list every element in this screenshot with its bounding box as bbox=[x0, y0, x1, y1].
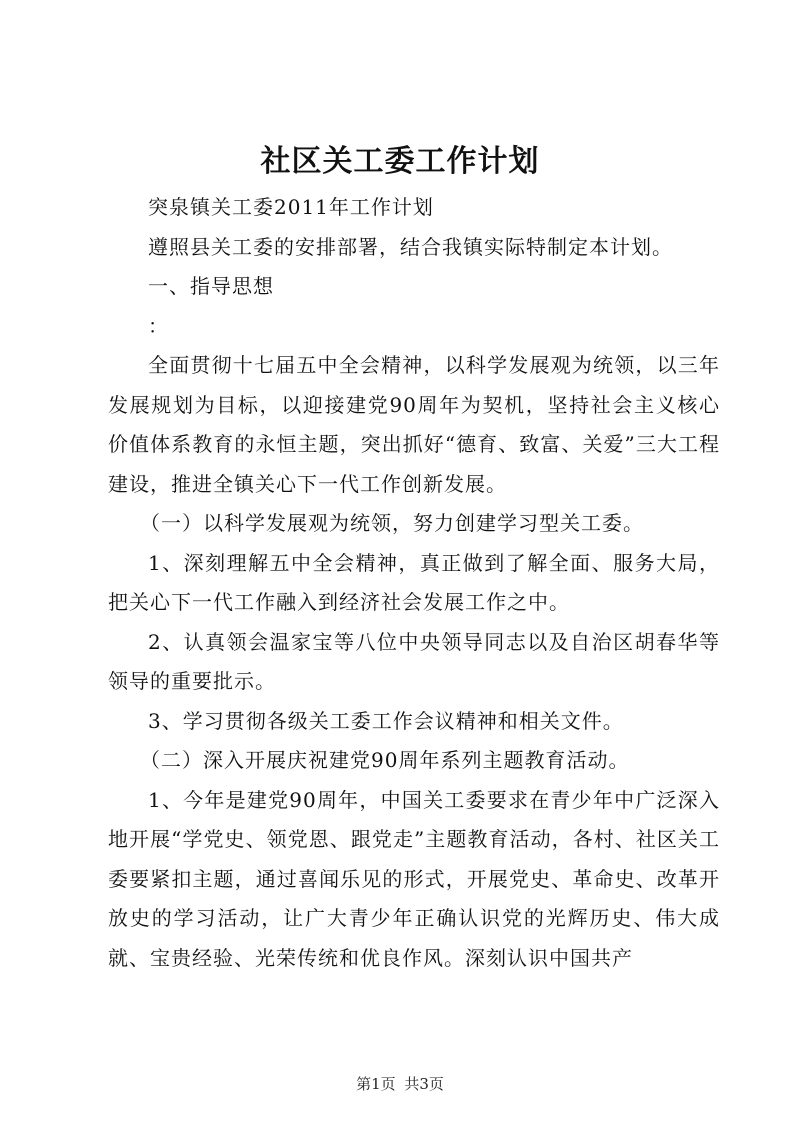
subsection-heading-2: （二）深入开展庆祝建党90周年系列主题教育活动。 bbox=[140, 748, 630, 772]
section-heading: 一、指导思想 bbox=[148, 274, 274, 298]
list-item-1-1: 1、深刻理解五中全会精神，真正做到了解全面、服务大局，把关心下一代工作融入到经济社会发展工作之中。 bbox=[108, 550, 720, 614]
intro-paragraph: 遵照县关工委的安排部署，结合我镇实际特制定本计划。 bbox=[148, 234, 673, 259]
document-body bbox=[108, 188, 720, 978]
subtitle-paragraph: 突泉镇关工委2011年工作计划 bbox=[148, 195, 434, 219]
list-item-1-2: 2、认真领会温家宝等八位中央领导同志以及自治区胡春华等领导的重要批示。 bbox=[108, 629, 720, 693]
guiding-thought-paragraph: 全面贯彻十七届五中全会精神，以科学发展观为统领，以三年发展规划为目标，以迎接建党90周年为契机，坚持社会主义核心价值体系教育的永恒主题，突出抓好“德育、致富、关爱”三大工程建设，推进全镇关心下一代工作创新发展。 bbox=[108, 353, 720, 496]
list-item-2-1: 1、今年是建党90周年，中国关工委要求在青少年中广泛深入地开展“学党史、领党恩、跟党走”主题教育活动，各村、社区关工委要紧扣主题，通过喜闻乐见的形式，开展党史、革命史、改革开放史的学习活动，让广大青少年正确认识党的光辉历史、伟大成就、宝贵经验、光荣传统和优良作风。深刻认识中国共产 bbox=[108, 787, 720, 970]
document-title: 社区关工委工作计划 bbox=[260, 144, 540, 179]
page-number: 第1页 bbox=[356, 1075, 396, 1093]
page-footer bbox=[0, 1074, 800, 1094]
subsection-heading-1: （一）以科学发展观为统领，努力创建学习型关工委。 bbox=[140, 511, 644, 535]
colon-line: ： bbox=[148, 313, 169, 338]
list-item-1-3: 3、学习贯彻各级关工委工作会议精神和相关文件。 bbox=[148, 708, 624, 733]
page-total: 共3页 bbox=[404, 1075, 444, 1093]
